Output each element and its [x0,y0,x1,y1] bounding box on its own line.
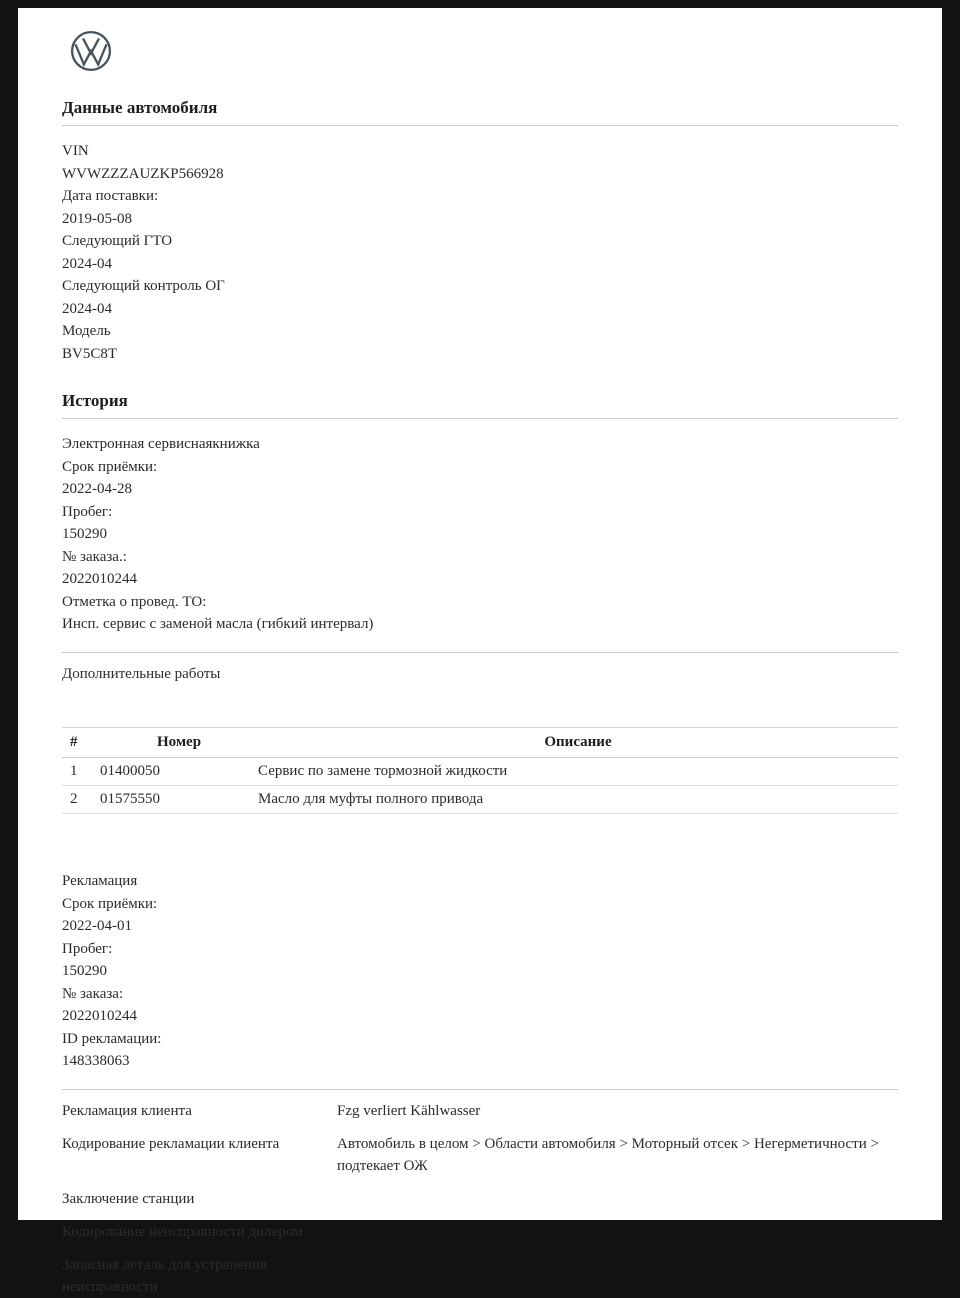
service-entry-date-label: Срок приёмки: [62,458,158,475]
claim-entry-id-value: 148338063 [62,1053,130,1069]
divider [62,652,898,653]
claim-entry-title: Рекламация [62,873,138,889]
document-page [18,8,942,1295]
additional-works-table [62,727,898,814]
vehicle-line-delivery-value: 2019-05-08 [62,210,132,227]
service-entry-note-label: Отметка о провед. ТО: [62,593,207,610]
table-header-row [62,728,898,758]
row-index: 2 [62,786,100,814]
service-entry-note-value: Инсп. сервис с заменой масла (гибкий интервал) [62,616,374,632]
claim-entry-block [62,870,898,1073]
detail-row [62,1221,898,1243]
table-header-part-number: Номер [100,728,258,758]
claim-entry-mileage-label: Пробег: [62,940,113,957]
section-title-history: История [62,391,898,419]
service-entry-title: Электронная сервиснаякнижка [62,436,260,452]
table-row [62,786,898,814]
row-index: 1 [62,758,100,786]
service-entry-order-label: № заказа.: [62,548,127,565]
vehicle-data-block [62,140,898,365]
vw-logo-icon [70,30,112,72]
row-part-number: 01575550 [100,786,258,814]
vw-logo [70,30,112,72]
detail-value-customer-claim: Fzg verliert Kählwasser [337,1102,481,1119]
vehicle-line-vin-label: VIN [62,143,89,159]
row-description: Масло для муфты полного привода [258,786,898,814]
row-part-number: 01400050 [100,758,258,786]
claim-entry-id-label: ID рекламации: [62,1030,162,1047]
vehicle-line-vin-value: WVWZZZAUZKP566928 [62,165,224,182]
row-description: Сервис по замене тормозной жидкости [258,758,898,786]
additional-works-label: Дополнительные работы [62,665,221,682]
service-entry-order-value: 2022010244 [62,571,137,587]
claim-entry-mileage-value: 150290 [62,963,107,979]
vehicle-line-emission-label: Следующий контроль ОГ [62,278,225,294]
claim-entry-date-label: Срок приёмки: [62,895,158,912]
claim-entry-date-value: 2022-04-01 [62,918,132,934]
detail-value-claim-coding: Автомобиль в целом > Области автомобиля > Моторный отсек > Негерметичности > подтекает ОЖ [337,1135,879,1174]
section-title-vehicle-data: Данные автомобиля [62,98,898,126]
service-entry-mileage-label: Пробег: [62,503,113,520]
vehicle-line-inspection-value: 2024-04 [62,255,112,272]
detail-label-customer-claim: Рекламация клиента [62,1102,192,1119]
detail-label-station-conclusion: Заключение станции [62,1190,195,1207]
vehicle-line-inspection-label: Следующий ГТО [62,233,173,249]
table-row [62,758,898,786]
detail-row [62,1133,898,1177]
vehicle-line-model-value: BV5C8T [62,345,118,362]
detail-row [62,1254,898,1298]
divider [62,1089,898,1090]
detail-label-spare-part: Запасная деталь для устранения неисправности [62,1256,268,1295]
detail-label-claim-coding: Кодирование рекламации клиента [62,1135,280,1152]
service-entry-mileage-value: 150290 [62,526,107,542]
service-entry-block [62,433,898,636]
vehicle-line-delivery-label: Дата поставки: [62,188,159,204]
detail-row [62,1188,898,1210]
vehicle-line-emission-value: 2024-04 [62,300,112,317]
table-header-number-sign: # [62,728,100,758]
claim-entry-order-label: № заказа: [62,985,124,1002]
detail-label-dealer-fault-coding: Кодирование неисправности дилером [62,1223,303,1240]
detail-row [62,1100,898,1122]
claim-details-block [62,1100,898,1298]
table-header-description: Описание [258,728,898,758]
vehicle-line-model-label: Модель [62,323,111,339]
service-entry-date-value: 2022-04-28 [62,481,132,497]
claim-entry-order-value: 2022010244 [62,1008,137,1024]
